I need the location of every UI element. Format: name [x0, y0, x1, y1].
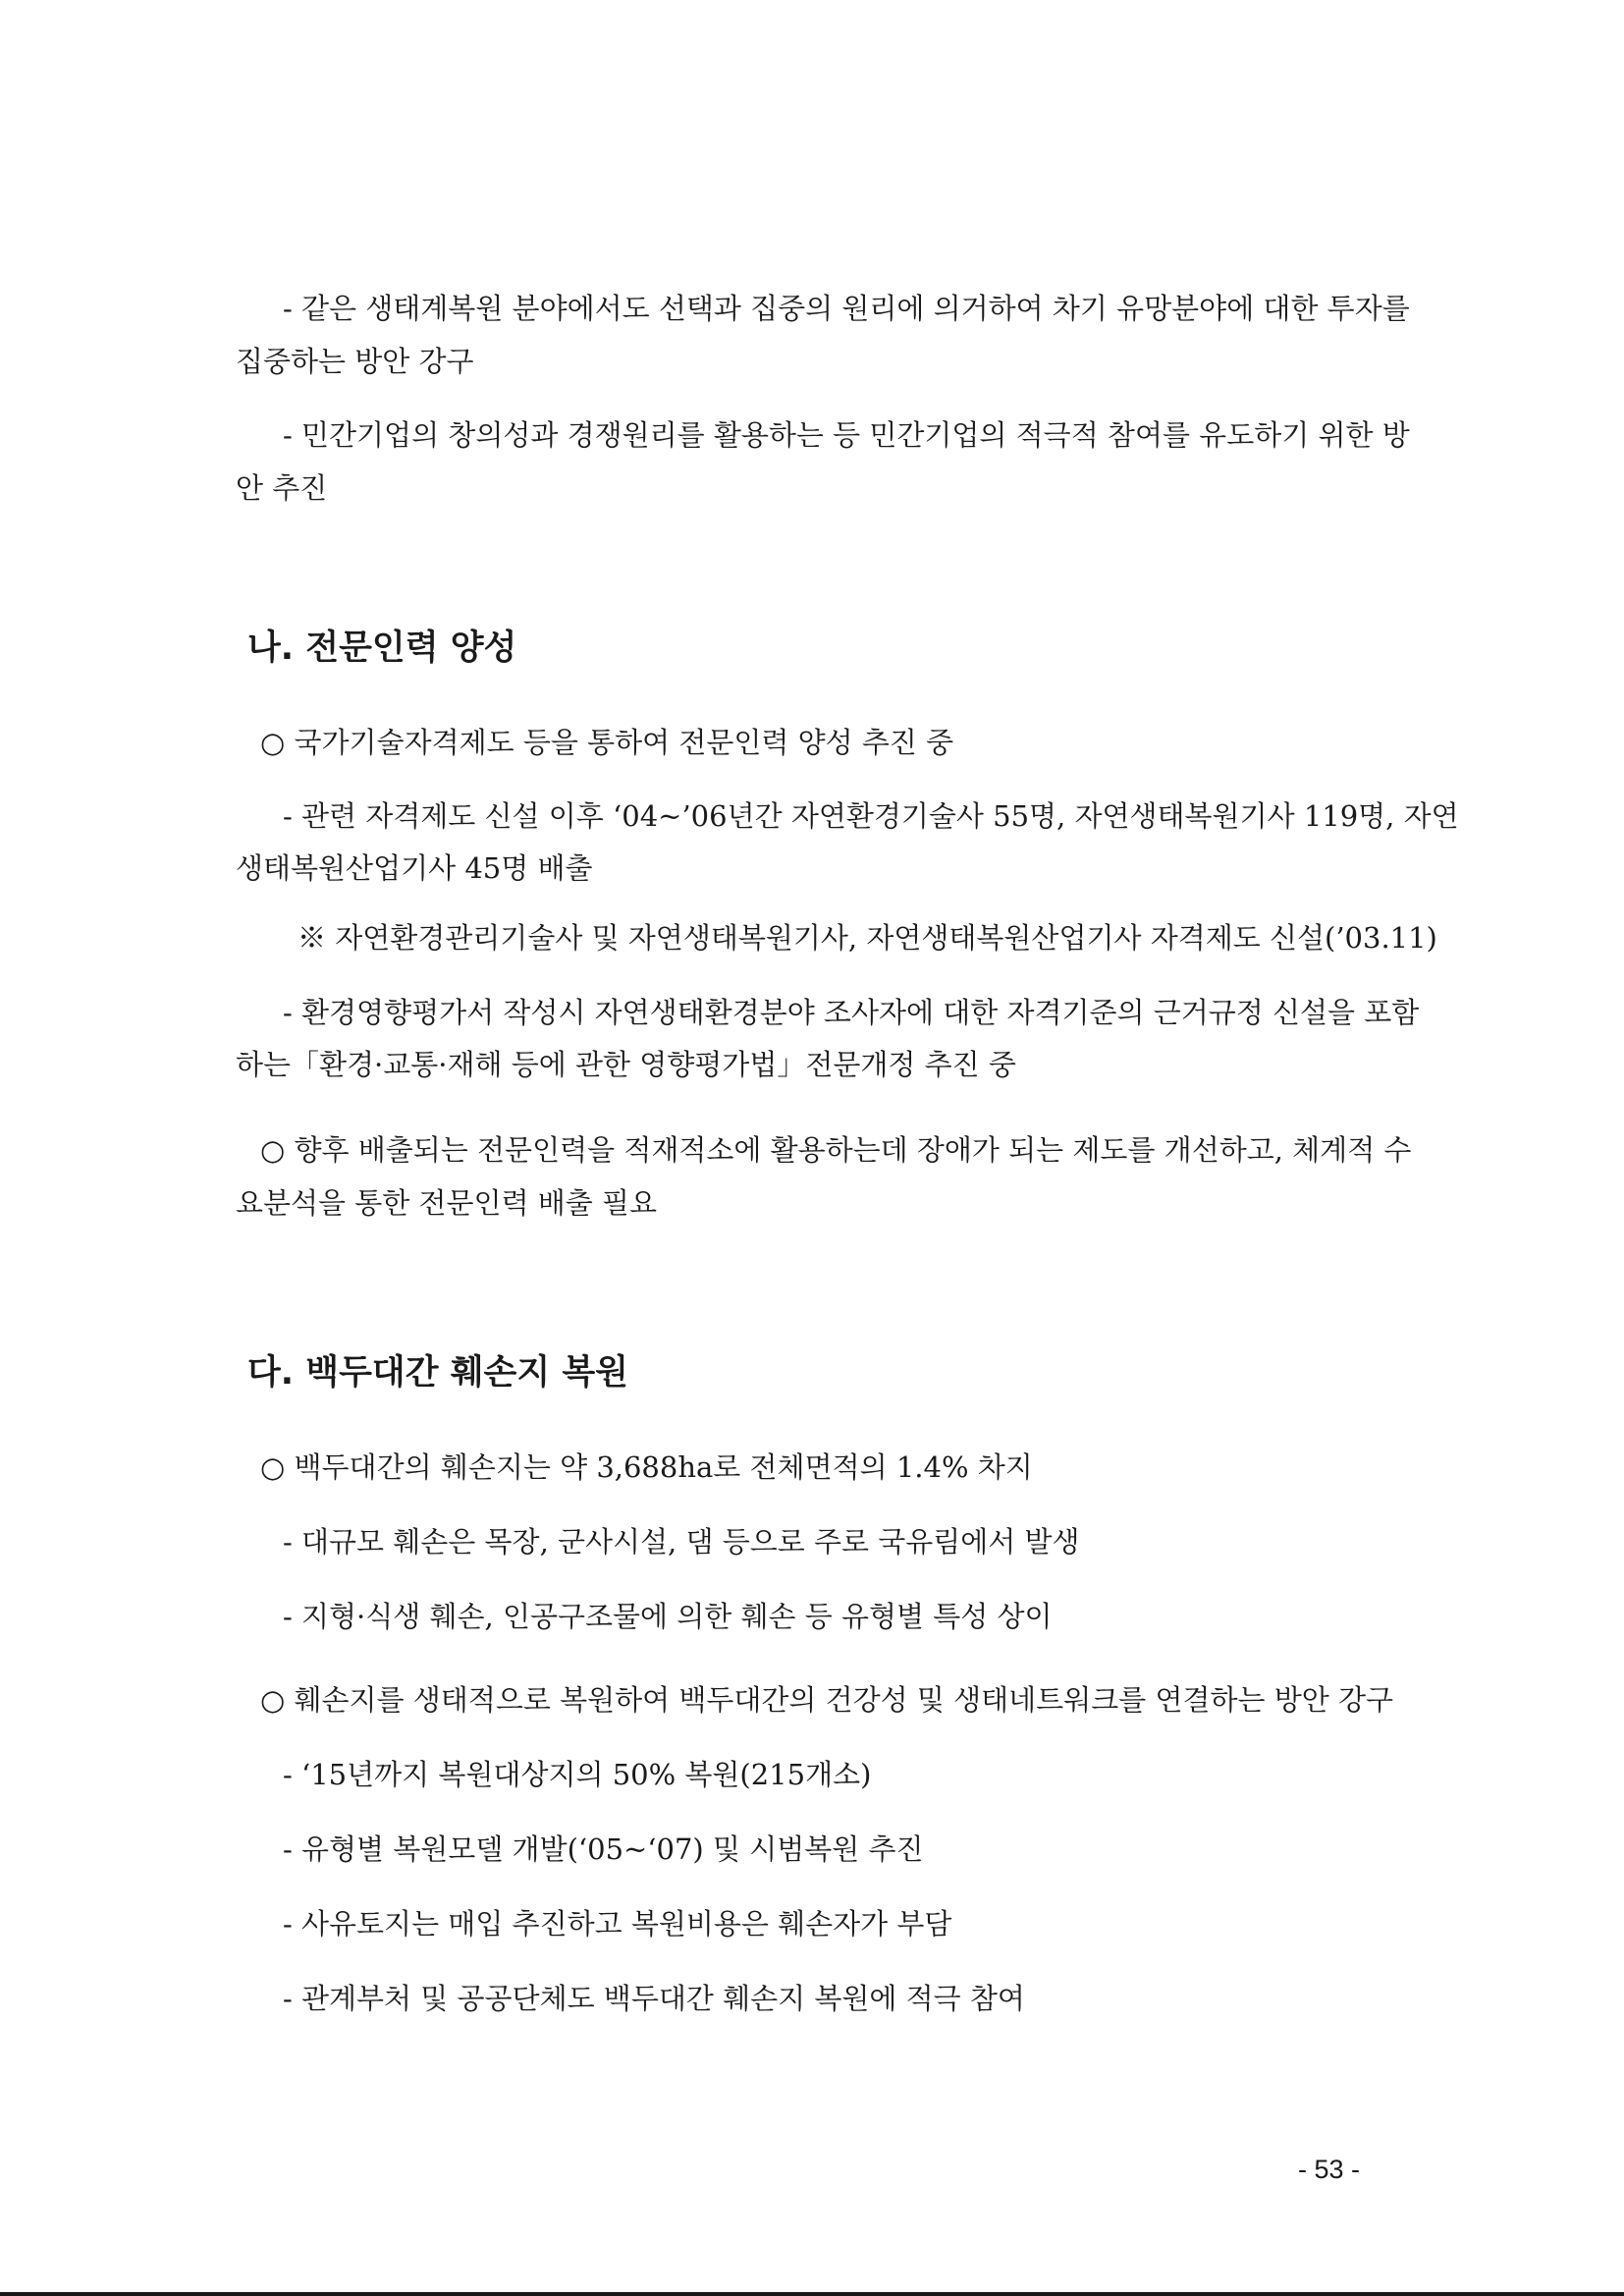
dash-item: - 대규모 훼손은 목장, 군사시설, 댐 등으로 주로 국유림에서 발생 — [283, 1525, 1080, 1558]
page-number: - 53 - — [1298, 2155, 1361, 2184]
dash-item: - 사유토지는 매입 추진하고 복원비용은 훼손자가 부담 — [283, 1907, 952, 1941]
paragraph-line: - 같은 생태계복원 분야에서도 선택과 집중의 원리에 의거하여 차기 유망분야에 대한 투자를 — [283, 292, 1410, 325]
paragraph-line: 하는「환경·교통·재해 등에 관한 영향평가법」전문개정 추진 중 — [236, 1048, 1016, 1081]
dash-item: - 유형별 복원모델 개발(‘05~‘07) 및 시범복원 추진 — [283, 1832, 924, 1866]
paragraph-line: 생태복원산업기사 45명 배출 — [236, 851, 593, 885]
bullet-item: ○ 백두대간의 훼손지는 약 3,688ha로 전체면적의 1.4% 차지 — [260, 1450, 1033, 1484]
bullet-item: ○ 훼손지를 생태적으로 복원하여 백두대간의 건강성 및 생태네트워크를 연결하는 방안 강구 — [260, 1683, 1394, 1717]
section-heading: 다. 백두대간 훼손지 복원 — [247, 1353, 628, 1393]
dash-item: - ‘15년까지 복원대상지의 50% 복원(215개소) — [283, 1758, 872, 1791]
paragraph-line: - 환경영향평가서 작성시 자연생태환경분야 조사자에 대한 자격기준의 근거규정 신설을 포함 — [283, 996, 1420, 1029]
note-line: ※ 자연환경관리기술사 및 자연생태복원기사, 자연생태복원산업기사 자격제도 신설(’03.11) — [298, 921, 1437, 955]
paragraph-line: - 민간기업의 창의성과 경쟁원리를 활용하는 등 민간기업의 적극적 참여를 유도하기 위한 방 — [283, 418, 1410, 452]
bullet-item: ○ 향후 배출되는 전문인력을 적재적소에 활용하는데 장애가 되는 제도를 개선하고, 체계적 수 — [260, 1133, 1412, 1167]
bottom-edge-rule — [0, 2292, 1624, 2296]
dash-item: - 지형·식생 훼손, 인공구조물에 의한 훼손 등 유형별 특성 상이 — [283, 1600, 1053, 1633]
section-heading: 나. 전문인력 양성 — [247, 629, 517, 668]
paragraph-line: 집중하는 방안 강구 — [236, 345, 474, 378]
paragraph-line: - 관련 자격제도 신설 이후 ‘04~’06년간 자연환경기술사 55명, 자연생태복원기사 119명, 자연 — [283, 799, 1459, 833]
paragraph-line: 안 추진 — [236, 471, 328, 505]
dash-item: - 관계부처 및 공공단체도 백두대간 훼손지 복원에 적극 참여 — [283, 1982, 1025, 2015]
paragraph-line: 요분석을 통한 전문인력 배출 필요 — [236, 1186, 658, 1220]
bullet-item: ○ 국가기술자격제도 등을 통하여 전문인력 양성 추진 중 — [260, 726, 954, 759]
